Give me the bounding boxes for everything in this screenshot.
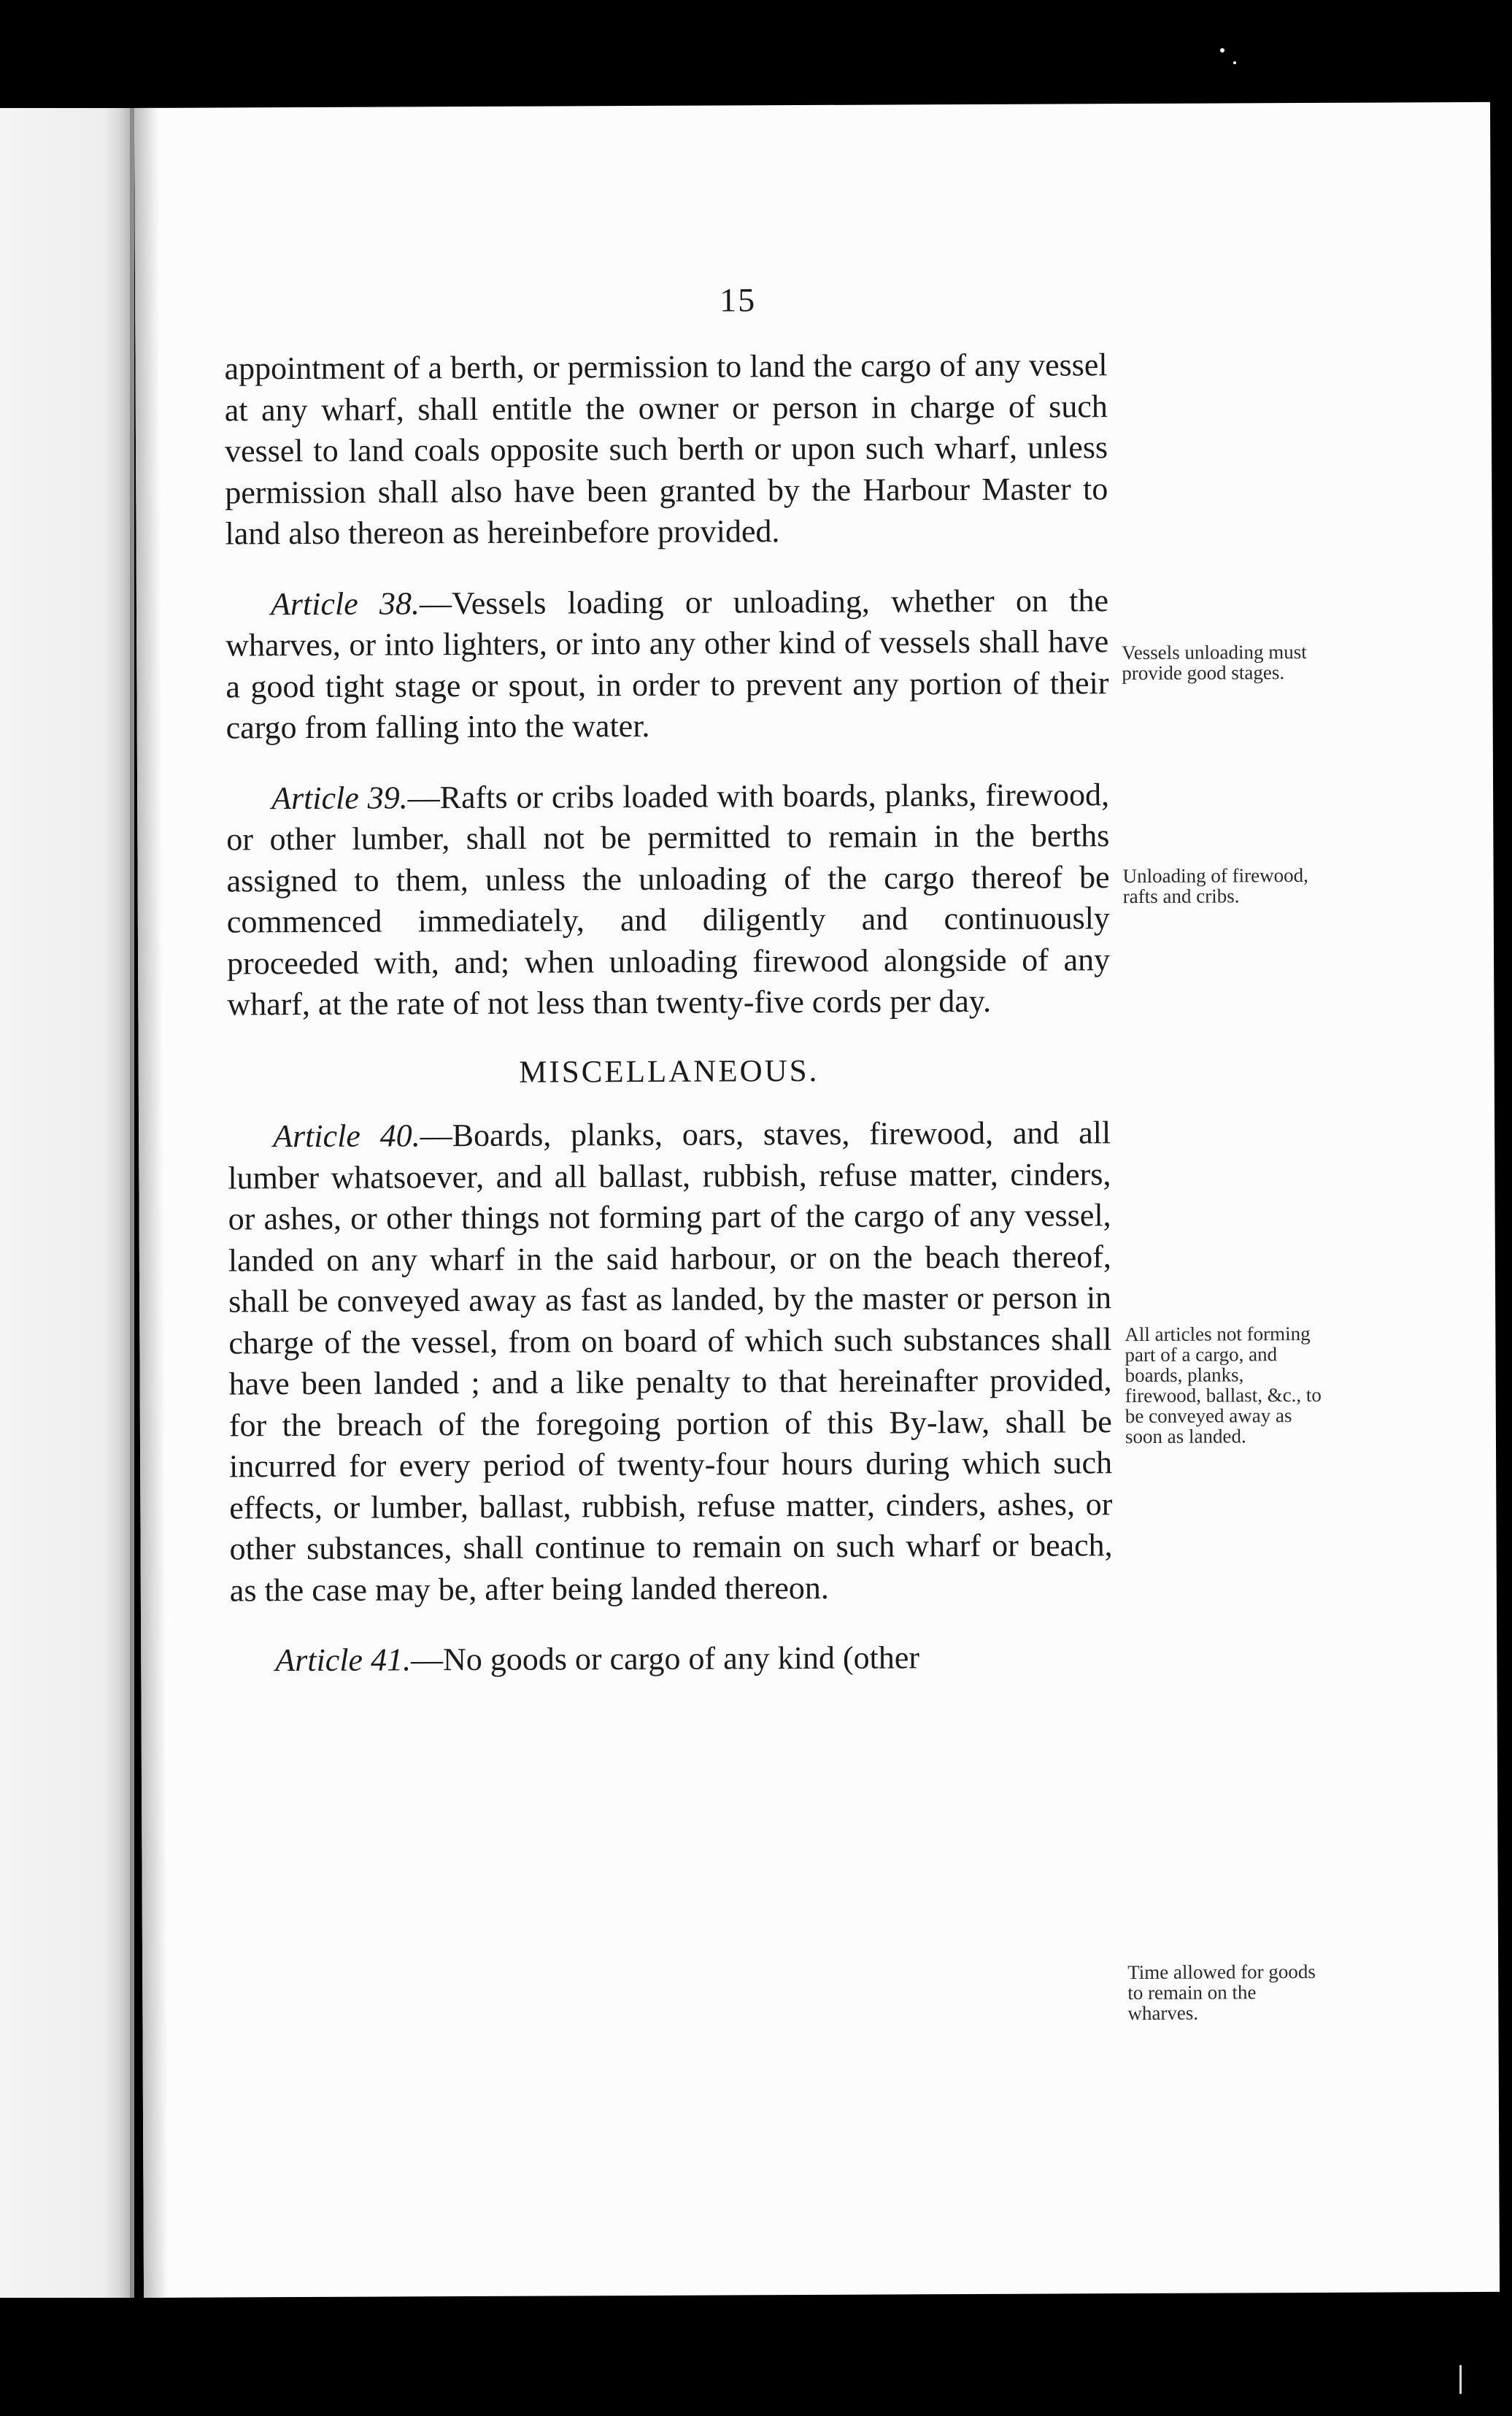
book-page — [134, 102, 1500, 2298]
paragraph-continuation — [224, 345, 1108, 555]
body-text — [224, 345, 1113, 1682]
article-text: —Boards, planks, oars, staves, firewood, and all lumber whatsoever, and all ballast, rubbish, refuse matter, cinders, or ashes, or other things not forming part of the cargo of any vessel, landed on any wharf in the said harbour, or on the beach thereof, shall be conveyed away as fast as landed, by the master or person in charge of the vessel, from on board of which such substances shall have been landed ; and a like penalty to that hereinafter provided, for the breach of the foregoing portion of this By-law, shall be incurred for every period of twenty-four hours during which such effects, or lumber, ballast, rubbish, refuse matter, cinders, ashes, or other substances, shall continue to remain on such wharf or beach, as the case may be, after being landed thereon. — [228, 1115, 1113, 1608]
previous-page-edge — [0, 108, 130, 2298]
paragraph-text: appointment of a berth, or permission to land the cargo of any vessel at any wharf, shall entitle the owner or person in charge of such vessel to land coals opposite such berth or upon such wharf, unless permission shall also have been granted by the Harbour Master to land also thereon as hereinbefore provided. — [224, 347, 1108, 552]
article-text: —Vessels loading or unloading, whether on the wharves, or into lighters, or into any other kind of vessels shall have a good tight stage or spout, in order to prevent any portion of their cargo from falling into the water. — [225, 582, 1109, 746]
article-label: Article 38. — [270, 585, 420, 622]
article-40 — [228, 1112, 1113, 1611]
margin-note-firewood-rafts: Unloading of firewood, rafts and cribs. — [1122, 863, 1308, 908]
scan-speck — [1220, 48, 1224, 53]
gutter-shadow — [134, 108, 169, 2298]
article-text: —Rafts or cribs loaded with boards, planks, firewood, or other lumber, shall not be permitted to remain in the berths assigned to them, unless the unloading of the cargo thereof be commenced immediately, and diligently and continuously proceeded with, and; when unloading firewood alongside of any wharf, at the rate of not less than twenty-five cords per day. — [226, 776, 1111, 1023]
page-number: 15 — [720, 281, 757, 319]
scan-speck — [1459, 2365, 1462, 2394]
article-label: Article 41. — [275, 1642, 412, 1679]
section-heading: MISCELLANEOUS. — [519, 1053, 819, 1090]
scan-speck — [1233, 61, 1236, 64]
article-label: Article 40. — [273, 1117, 420, 1155]
article-39 — [226, 774, 1110, 1026]
article-text: —No goods or cargo of any kind (other — [410, 1639, 920, 1678]
margin-note-vessels-stages: Vessels unloading must provide good stages. — [1122, 640, 1307, 685]
article-38 — [225, 580, 1109, 749]
article-41 — [230, 1636, 1113, 1682]
article-label: Article 39. — [271, 779, 408, 816]
margin-note-articles-conveyed: All articles not forming part of a cargo, and boards, planks, firewood, ballast, &c., to be conveyed away as soon as landed. — [1125, 1322, 1322, 1448]
margin-note-time-allowed: Time allowed for goods to remain on the wharves. — [1127, 1960, 1316, 2025]
